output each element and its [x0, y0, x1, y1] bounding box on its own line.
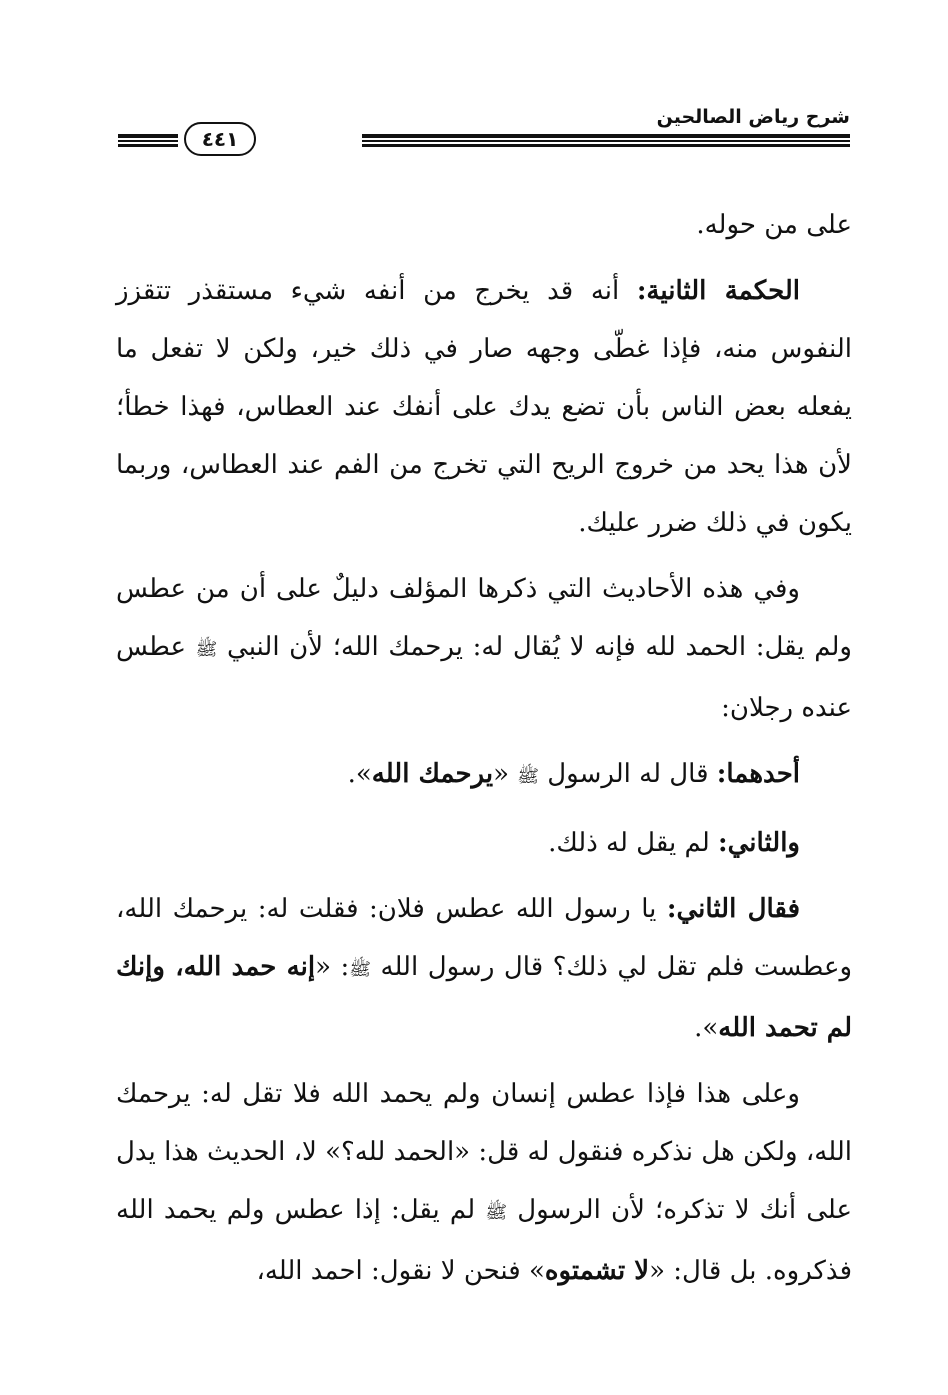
honorific-glyph: ﷺ: [517, 766, 540, 787]
bold-phrase: يرحمك الله: [371, 759, 494, 789]
book-title: شرح رياض الصالحين: [656, 106, 850, 128]
text-run: لم يقل له ذلك.: [548, 828, 719, 858]
paragraph: [116, 560, 852, 737]
paragraph: [116, 814, 852, 872]
bold-phrase: الحكمة الثانية:: [636, 276, 801, 306]
bold-phrase: أحدهما:: [716, 759, 800, 789]
bold-phrase: والثاني:: [718, 828, 800, 858]
paragraph: [116, 880, 852, 1057]
text-run: لم يقل: إذا عطس ولم يحمد الله فذكروه. بل قال: «: [116, 1195, 852, 1286]
paragraph: [116, 745, 852, 806]
honorific-glyph: ﷺ: [195, 639, 218, 660]
text-run: أنه قد يخرج من أنفه شيء مستقذر تتقزز النفوس منه، فإذا غطّى وجهه صار في ذلك خير، ولكن لا تفعل ما يفعله بعض الناس بأن تضع يدك على أنفك عند العطاس، فهذا خطأ؛ لأن هذا يحد من خروج الريح التي تخرج من الفم عند العطاس، وربما يكون في ذلك ضرر عليك.: [116, 276, 852, 538]
text-run: يا رسول الله عطس فلان: فقلت له: يرحمك الله، وعطست فلم تقل لي ذلك؟ قال رسول الله: [116, 894, 853, 982]
text-run: ».: [694, 1013, 719, 1043]
paragraph: [116, 262, 852, 552]
page-number: ٤٤١: [201, 127, 239, 151]
text-run: قال له الرسول: [539, 759, 717, 789]
page-header: [118, 104, 850, 164]
text-run: » فنحن لا نقول: احمد الله،: [256, 1256, 545, 1286]
honorific-glyph: ﷺ: [349, 959, 371, 980]
text-run: عطس عنده رجلان:: [116, 632, 852, 723]
page-body: [116, 196, 852, 1300]
header-rule-left: [118, 134, 178, 148]
text-run: وعلى هذا فإذا عطس إنسان ولم يحمد الله فلا تقل له: يرحمك الله، ولكن هل نذكره فنقول له قل: «الحمد لله؟» لا، الحديث هذا يدل على أنك لا تذكره؛ لأن الرسول: [116, 1079, 852, 1225]
text-run: : «: [315, 952, 350, 982]
text-run: وفي هذه الأحاديث التي ذكرها المؤلف دليلٌ على أن من عطس ولم يقل: الحمد لله فإنه لا يُقال له: يرحمك الله؛ لأن النبي: [116, 574, 852, 662]
honorific-glyph: ﷺ: [485, 1202, 508, 1223]
header-rule-right: [362, 134, 850, 148]
bold-phrase: لا تشمتوه: [544, 1256, 650, 1286]
text-run: ».: [347, 759, 372, 789]
text-run: «: [493, 759, 518, 789]
paragraph: [116, 1065, 852, 1300]
page-number-frame: [184, 122, 256, 156]
bold-phrase: فقال الثاني:: [666, 894, 800, 924]
paragraph: [116, 196, 852, 254]
text-run: على من حوله.: [696, 210, 852, 240]
bold-phrase: إنه حمد الله، وإنك لم تحمد الله: [116, 952, 852, 1043]
